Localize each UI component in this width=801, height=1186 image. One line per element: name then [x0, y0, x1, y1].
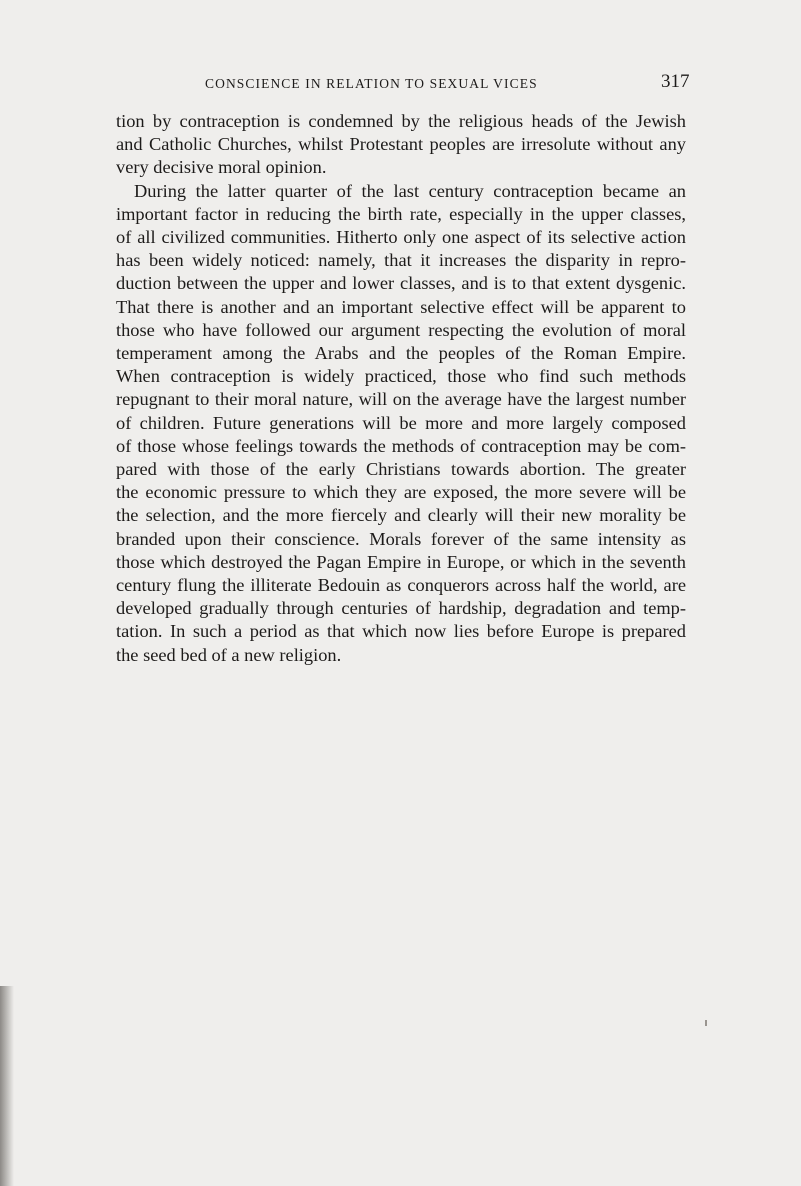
text-line: those who have followed our argument respecting the evolution of moral [116, 319, 686, 340]
body-text [116, 110, 686, 667]
text-line: of children. Future generations will be more and more largely composed [116, 412, 686, 433]
text-line: the seed bed of a new religion. [116, 644, 342, 665]
text-line: of those whose feelings towards the methods of contraception may be com- [116, 435, 686, 456]
text-line: repugnant to their moral nature, will on the average have the largest number [116, 389, 686, 410]
text-line: branded upon their conscience. Morals forever of the same intensity as [116, 528, 686, 549]
text-line: duction between the upper and lower classes, and is to that extent dysgenic. [116, 273, 686, 294]
page-number: 317 [661, 71, 690, 92]
text-line: tation. In such a period as that which now lies before Europe is prepared [116, 621, 686, 642]
text-line: those which destroyed the Pagan Empire in Europe, or which in the seventh [116, 551, 686, 572]
text-line: pared with those of the early Christians towards abortion. The greater [116, 459, 686, 480]
text-line: important factor in reducing the birth rate, especially in the upper classes, [116, 203, 686, 224]
text-line: century flung the illiterate Bedouin as conquerors across half the world, are [116, 575, 686, 596]
text-line: developed gradually through centuries of hardship, degradation and temp- [116, 598, 686, 619]
text-line: has been widely noticed: namely, that it increases the disparity in repro- [116, 250, 686, 271]
text-line: and Catholic Churches, whilst Protestant peoples are irresolute without any [116, 134, 686, 155]
paper-speck [705, 1020, 707, 1026]
text-line: When contraception is widely practiced, those who find such methods [116, 366, 686, 387]
text-line: the economic pressure to which they are exposed, the more severe will be [116, 482, 686, 503]
text-line: the selection, and the more fiercely and clearly will their new morality be [116, 505, 686, 526]
running-head: CONSCIENCE IN RELATION TO SEXUAL VICES [205, 76, 538, 91]
text-line: temperament among the Arabs and the peoples of the Roman Empire. [116, 343, 686, 364]
text-line: of all civilized communities. Hitherto only one aspect of its selective action [116, 227, 686, 248]
binding-edge-shadow [0, 986, 14, 1186]
text-line: That there is another and an important selective effect will be apparent to [116, 296, 686, 317]
text-line: tion by contraception is condemned by the religious heads of the Jewish [116, 111, 686, 131]
paragraph-1 [116, 110, 686, 180]
text-line: very decisive moral opinion. [116, 157, 327, 178]
paragraph-2 [116, 180, 686, 667]
text-line: During the latter quarter of the last century contraception became an [134, 180, 686, 201]
